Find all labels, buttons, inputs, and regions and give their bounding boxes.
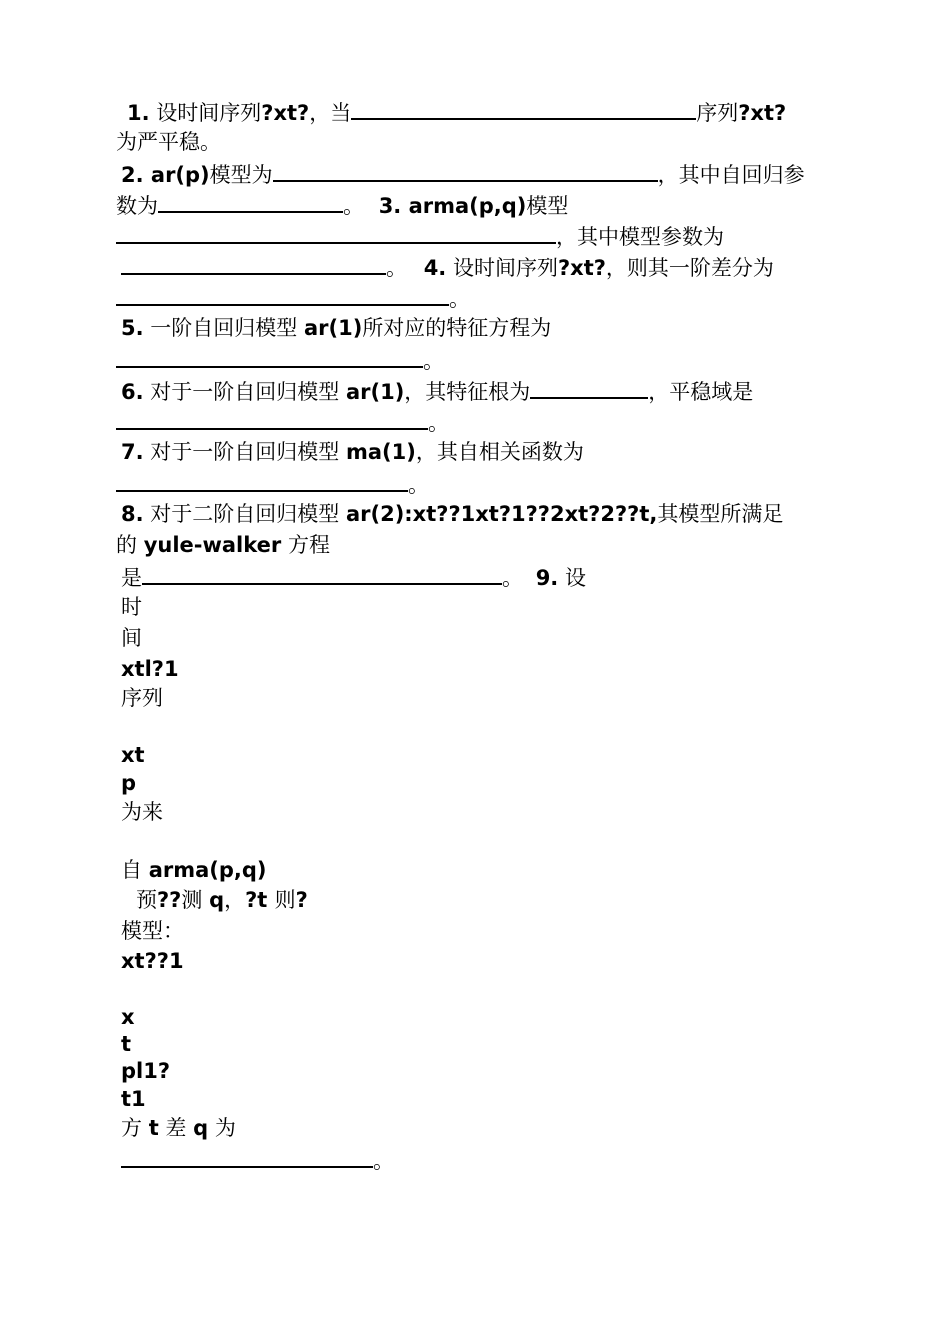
question-6-line-1 xyxy=(121,377,753,405)
question-number: 2. xyxy=(121,163,144,187)
term: yule-walker xyxy=(143,533,282,557)
text: ，其特征根为 xyxy=(404,380,531,404)
question-8-line-2 xyxy=(116,532,330,558)
text: 预 xyxy=(136,888,157,912)
text: 。 xyxy=(373,1149,394,1173)
text: 对于二阶自回归模型 xyxy=(143,502,346,526)
question-4-line-2 xyxy=(116,284,470,312)
text: 则 xyxy=(274,888,296,912)
answer-blank[interactable] xyxy=(351,98,696,120)
fragment-prediction xyxy=(136,887,308,913)
fragment-equation: xt??1 xyxy=(121,949,184,973)
answer-blank[interactable] xyxy=(116,222,556,244)
question-number: 8. xyxy=(121,502,144,526)
variable: ?xt? xyxy=(738,101,787,125)
fragment: xtl?1 xyxy=(121,657,179,681)
text: 。 xyxy=(343,194,364,218)
question-5-line-1 xyxy=(121,315,551,341)
text: ，则其一阶差分为 xyxy=(605,256,774,280)
fragment: x xyxy=(121,1005,135,1029)
question-2-line-1 xyxy=(121,160,805,188)
text: 设 xyxy=(558,566,586,590)
fragment-model: 模型： xyxy=(121,919,184,943)
model-equation: ar(2):xt??1xt?1??2xt?2??t, xyxy=(345,502,658,526)
answer-blank[interactable] xyxy=(530,377,648,399)
variable: q xyxy=(209,888,225,912)
answer-blank[interactable] xyxy=(158,191,343,213)
text: 模型 xyxy=(526,194,569,218)
text: ，其中模型参数为 xyxy=(556,225,724,249)
answer-blank[interactable] xyxy=(121,253,386,275)
answer-blank[interactable] xyxy=(116,346,423,368)
answer-blank[interactable] xyxy=(116,284,449,306)
fragment: 间 xyxy=(121,626,142,650)
question-1-line-1 xyxy=(127,98,786,126)
question-number: 9. xyxy=(535,566,559,590)
model-name: arma(p,q) xyxy=(148,858,267,882)
question-number: 3. xyxy=(378,194,402,218)
answer-blank[interactable] xyxy=(121,1146,373,1168)
text: ， xyxy=(224,888,246,912)
text: 。 xyxy=(428,411,449,435)
text: 数为 xyxy=(116,194,158,218)
text: 差 xyxy=(158,1116,194,1140)
question-7-line-2 xyxy=(116,470,429,498)
model-name: ma(1) xyxy=(345,440,416,464)
text: 的 xyxy=(116,533,144,557)
fragment: 为来 xyxy=(121,800,163,824)
text: 。 xyxy=(502,566,523,590)
question-8-line-1 xyxy=(121,501,783,527)
text: ?? xyxy=(157,888,182,912)
text: ? xyxy=(295,888,308,912)
text: 设时间序列 xyxy=(446,256,558,280)
text: 方程 xyxy=(281,533,330,557)
text: 序列 xyxy=(696,101,739,125)
variable: q xyxy=(193,1116,209,1140)
text: 。 xyxy=(423,349,444,373)
text: ，其中自回归参 xyxy=(657,163,805,187)
question-number: 1. xyxy=(127,101,150,125)
fragment: xt xyxy=(121,743,145,767)
question-7-line-1 xyxy=(121,439,584,465)
variable: ?t xyxy=(245,888,275,912)
text: 对于一阶自回归模型 xyxy=(143,440,346,464)
fragment: t1 xyxy=(121,1087,146,1111)
text: ，其自相关函数为 xyxy=(415,440,584,464)
fragment-autoregressive xyxy=(121,857,267,883)
text: 所对应的特征方程为 xyxy=(362,316,552,340)
question-3-line-2 xyxy=(116,222,724,250)
text: 为 xyxy=(208,1116,236,1140)
question-3-4-line xyxy=(121,253,774,281)
text: 自 xyxy=(121,858,149,882)
text: 方 xyxy=(121,1116,149,1140)
question-9-last-line xyxy=(121,1146,394,1174)
answer-blank[interactable] xyxy=(273,160,658,182)
text: 测 xyxy=(181,888,210,912)
question-8-9-line xyxy=(121,563,586,591)
model-name: ar(1) xyxy=(303,316,363,340)
text: 模型为 xyxy=(209,163,273,187)
text: 。 xyxy=(408,473,429,497)
variable: t xyxy=(148,1116,159,1140)
answer-blank[interactable] xyxy=(116,470,408,492)
text: ，平稳域是 xyxy=(648,380,754,404)
text: 。 xyxy=(386,256,407,280)
question-5-line-2 xyxy=(116,346,444,374)
fragment: p xyxy=(121,771,137,795)
text: 其模型所满足 xyxy=(657,502,784,526)
question-1-line-2: 为严平稳。 xyxy=(116,130,221,154)
answer-blank[interactable] xyxy=(116,408,428,430)
model-name: ar(1) xyxy=(345,380,405,404)
fragment-variance xyxy=(121,1115,236,1141)
question-number: 5. xyxy=(121,316,144,340)
question-6-line-2 xyxy=(116,408,449,436)
variable: ?xt? xyxy=(557,256,606,280)
question-number: 7. xyxy=(121,440,144,464)
text: 设时间序列 xyxy=(149,101,262,125)
text: 一阶自回归模型 xyxy=(143,316,304,340)
answer-blank[interactable] xyxy=(142,563,502,585)
text: 。 xyxy=(449,287,470,311)
question-2-3-line xyxy=(116,191,568,219)
model-name: ar(p) xyxy=(143,163,210,187)
text: 是 xyxy=(121,566,142,590)
question-number: 6. xyxy=(121,380,144,404)
variable: ?xt? xyxy=(261,101,310,125)
fragment: pl1? xyxy=(121,1059,171,1083)
question-number: 4. xyxy=(423,256,447,280)
fragment: 时 xyxy=(121,595,142,619)
fragment: t xyxy=(121,1032,132,1056)
model-name: arma(p,q) xyxy=(401,194,527,218)
fragment: 序列 xyxy=(121,686,163,710)
text: ，当 xyxy=(309,101,352,125)
text: 对于一阶自回归模型 xyxy=(143,380,346,404)
